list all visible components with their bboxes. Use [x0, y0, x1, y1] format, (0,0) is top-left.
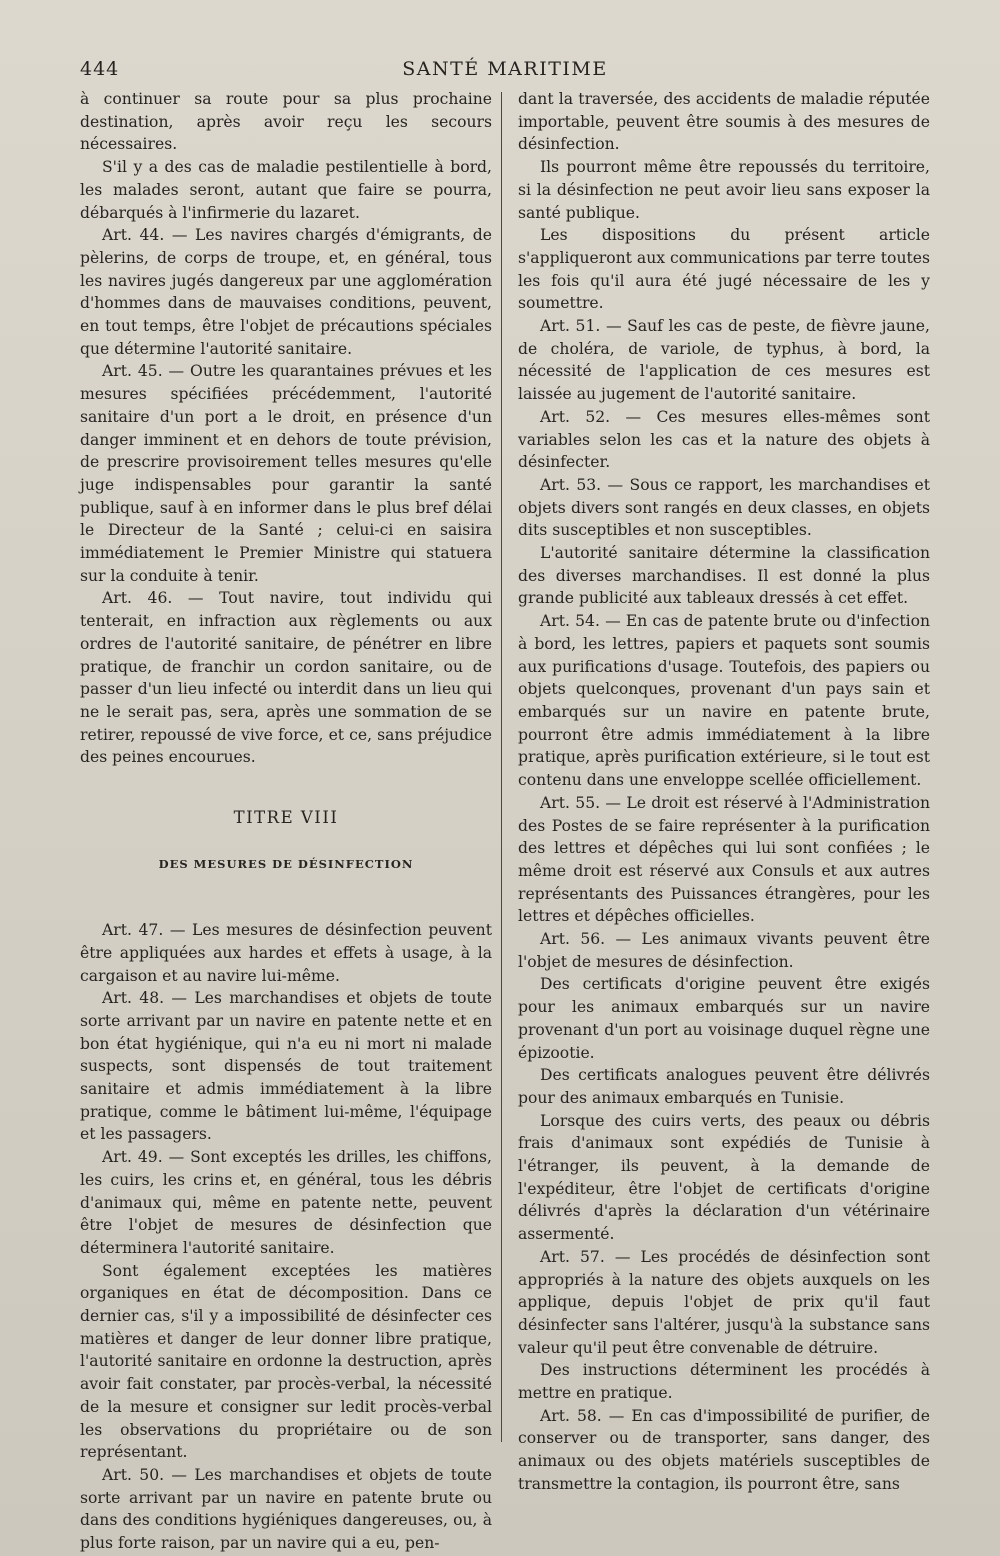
- article-49: Art. 49. — Sont exceptés les drilles, les chiffons, les cuirs, les crins et, en général, tous les débris d'animaux qui, même en patente nette, peuvent être l'objet de mesures de désinfection que déterminera l'autorité sanitaire.: [80, 1148, 492, 1257]
- paragraph: Ils pourront même être repoussés du territoire, si la désinfection ne peut avoir lieu sans exposer la santé publique.: [518, 158, 930, 222]
- article-44: Art. 44. — Les navires chargés d'émigrants, de pèlerins, de corps de troupe, et, en général, tous les navires jugés dangereux par une agglomération d'hommes dans de mauvaises conditions, peuvent, en tout temps, être l'objet de précautions spéciales que détermine l'autorité sanitaire.: [80, 226, 492, 358]
- article-47: Art. 47. — Les mesures de désinfection peuvent être appliquées aux hardes et effets à usage, à la cargaison et au navire lui-même.: [80, 921, 492, 985]
- column-divider: [501, 92, 502, 1442]
- paragraph: S'il y a des cas de maladie pestilentielle à bord, les malades seront, autant que faire se pourra, débarqués à l'infirmerie du lazaret.: [80, 158, 492, 222]
- article-54: Art. 54. — En cas de patente brute ou d'infection à bord, les lettres, papiers et paquets sont soumis aux purifications d'usage. Toutefois, des papiers ou objets quelconques, provenant d'un pays sain et embarqués sur un navire en patente brute, pourront être admis immédiatement à la libre pratique, après purification extérieure, si le tout est contenu dans une enveloppe scellée officiellement.: [518, 612, 930, 790]
- article-46: Art. 46. — Tout navire, tout individu qui tenterait, en infraction aux règlements ou aux ordres de l'autorité sanitaire, de pénétrer en libre pratique, de franchir un cordon sanitaire, ou de passer d'un lieu infecté ou interdit dans un lieu qui ne le serait pas, sera, après une sommation de se retirer, repoussé de vive force, et ce, sans préjudice des peines encourues.: [80, 589, 492, 767]
- article-48: Art. 48. — Les marchandises et objets de toute sorte arrivant par un navire en patente nette et en bon état hygiénique, qui n'a eu ni mort ni malade suspects, sont dispensés de tout traitement sanitaire et admis immédiatement à la libre pratique, comme le bâtiment lui-même, l'équipage et les passagers.: [80, 989, 492, 1144]
- section-subheading: DES MESURES DE DÉSINFECTION: [158, 857, 414, 872]
- section-title-block: [80, 769, 492, 919]
- paragraph: dant la traversée, des accidents de maladie réputée importable, peuvent être soumis à des mesures de désinfection.: [518, 90, 930, 154]
- section-heading: TITRE VIII: [233, 808, 339, 828]
- paragraph: Lorsque des cuirs verts, des peaux ou débris frais d'animaux sont expédiés de Tunisie à l'étranger, ils peuvent, à la demande de l'expéditeur, être l'objet de certificats d'origine délivrés d'après la déclaration d'un vétérinaire assermenté.: [518, 1111, 930, 1244]
- article-55: Art. 55. — Le droit est réservé à l'Administration des Postes de se faire représenter à la purification des lettres et dépêches qui lui sont confiées ; le même droit est réservé aux Consuls et aux autres représentants des Puissances étrangères, pour les lettres et dépêches officielles.: [518, 793, 930, 926]
- paragraph: à continuer sa route pour sa plus prochaine destination, après avoir reçu les secours nécessaires.: [80, 90, 492, 154]
- paragraph: Sont également exceptées les matières organiques en état de décomposition. Dans ce dernier cas, s'il y a impossibilité de désinfecter ces matières et danger de leur donner libre pratique, l'autorité sanitaire en ordonne la destruction, après avoir fait constater, par procès-verbal, la nécessité de la mesure et consigner sur ledit procès-verbal les observations du propriétaire ou de son représentant.: [80, 1261, 492, 1462]
- running-head: [80, 58, 930, 88]
- article-51: Art. 51. — Sauf les cas de peste, de fièvre jaune, de choléra, de variole, de typhus, à bord, la nécessité de l'application de ces mesures est laissée au jugement de l'autorité sanitaire.: [518, 317, 930, 404]
- article-45: Art. 45. — Outre les quarantaines prévues et les mesures spécifiées précédemment, l'autorité sanitaire d'un port a le droit, en présence d'un danger imminent et en dehors de toute prévision, de prescrire provisoirement telles mesures qu'elle juge indispensables pour garantir la santé publique, sauf à en informer dans le plus bref délai le Directeur de la Santé ; celui-ci en saisira immédiatement le Premier Ministre qui statuera sur la conduite à tenir.: [80, 362, 492, 585]
- article-56: Art. 56. — Les animaux vivants peuvent être l'objet de mesures de désinfection.: [518, 930, 930, 971]
- page-number: 444: [80, 58, 120, 80]
- paragraph: Des instructions déterminent les procédés à mettre en pratique.: [518, 1361, 930, 1403]
- paragraph: L'autorité sanitaire détermine la classification des diverses marchandises. Il est donné la plus grande publicité aux tableaux dressés à cet effet.: [518, 544, 930, 608]
- article-52: Art. 52. — Ces mesures elles-mêmes sont variables selon les cas et la nature des objets à désinfecter.: [518, 407, 930, 472]
- article-53: Art. 53. — Sous ce rapport, les marchandises et objets divers sont rangés en deux classes, en objets dits susceptibles et non susceptibles.: [518, 475, 930, 540]
- paragraph: Les dispositions du présent article s'appliqueront aux communications par terre toutes les fois qu'il aura été jugé nécessaire de les y soumettre.: [518, 226, 930, 313]
- running-title: SANTÉ MARITIME: [402, 58, 608, 80]
- article-50: Art. 50. — Les marchandises et objets de toute sorte arrivant par un navire en patente brute ou dans des conditions hygiéniques dangereuses, ou, à plus forte raison, par un navire qui a eu, pen-: [80, 1465, 492, 1553]
- left-column: [80, 88, 492, 1555]
- article-57: Art. 57. — Les procédés de désinfection sont appropriés à la nature des objets auxquels on les applique, depuis l'objet de prix qu'il faut désinfecter sans l'altérer, jusqu'à la substance sans valeur qu'il peut être convenable de détruire.: [518, 1247, 930, 1357]
- paragraph: Des certificats d'origine peuvent être exigés pour les animaux embarqués sur un navire provenant d'un port au voisinage duquel règne une épizootie.: [518, 975, 930, 1062]
- paragraph: Des certificats analogues peuvent être délivrés pour des animaux embarqués en Tunisie.: [518, 1066, 930, 1107]
- article-58: Art. 58. — En cas d'impossibilité de purifier, de conserver ou de transporter, sans danger, des animaux ou des objets matériels susceptibles de transmettre la contagion, ils pourront être, sans: [518, 1406, 930, 1493]
- right-column: [518, 88, 930, 1496]
